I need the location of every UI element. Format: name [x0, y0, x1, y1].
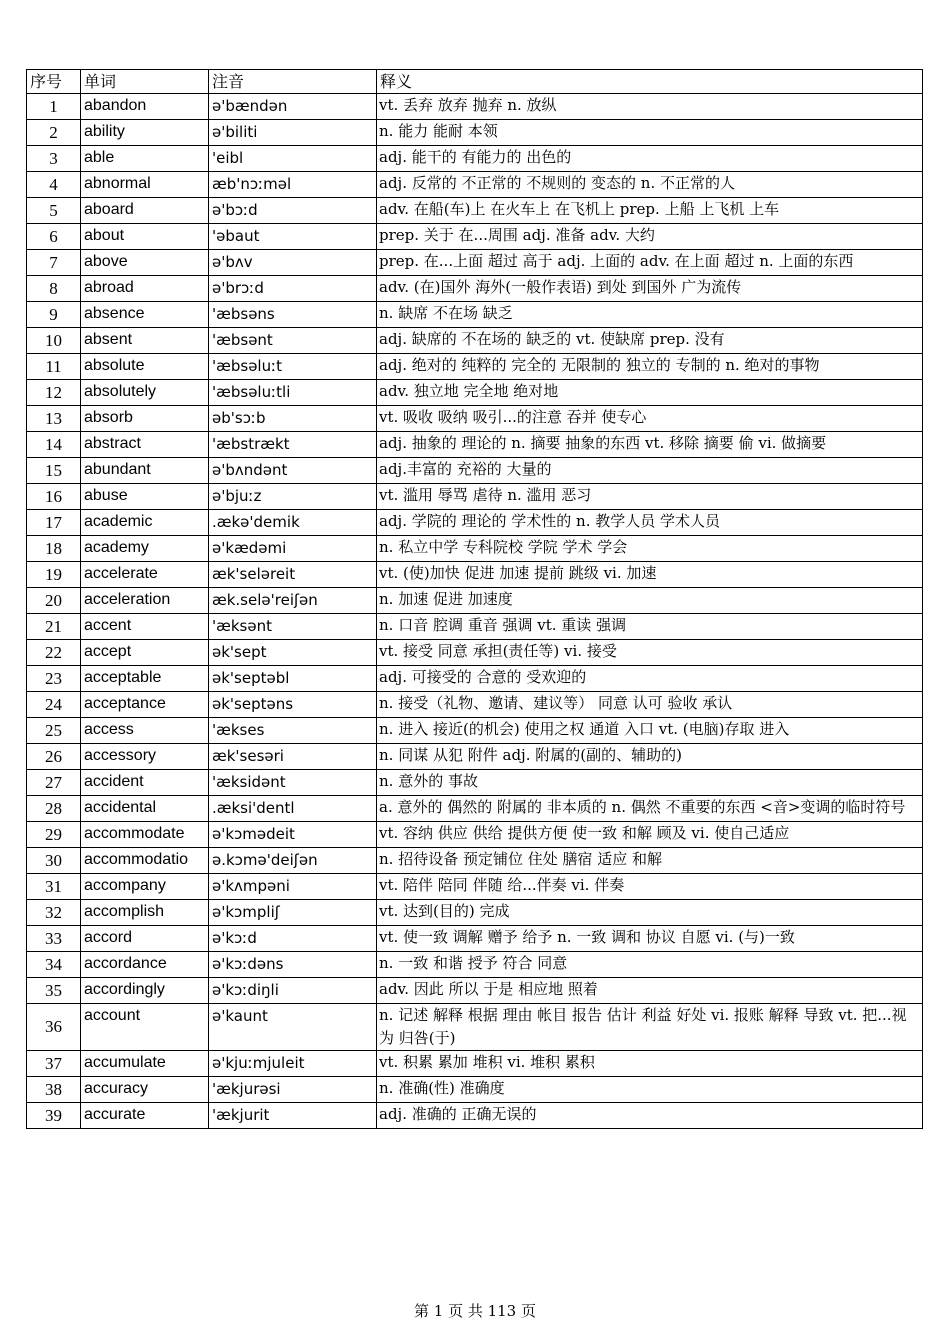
definition-text: adj. 能干的 有能力的 出色的	[379, 148, 572, 166]
row-number: 16	[27, 484, 81, 510]
row-number: 6	[27, 224, 81, 250]
definition-text: prep. 在...上面 超过 高于 adj. 上面的 adv. 在上面 超过 n. 上面的东西	[379, 252, 854, 270]
row-definition	[377, 458, 923, 484]
row-phonetic: ə'brɔːd	[209, 276, 377, 302]
row-word: accidental	[81, 796, 209, 822]
row-phonetic: ə'kaunt	[209, 1004, 377, 1051]
row-phonetic: ə'bjuːz	[209, 484, 377, 510]
definition-text: adj. 反常的 不正常的 不规则的 变态的 n. 不正常的人	[379, 174, 736, 192]
row-definition	[377, 250, 923, 276]
header-phonetic: 注音	[209, 70, 377, 94]
row-number: 7	[27, 250, 81, 276]
definition-text: adv. 因此 所以 于是 相应地 照着	[379, 980, 598, 998]
row-phonetic: 'eibl	[209, 146, 377, 172]
row-word: academy	[81, 536, 209, 562]
row-phonetic: ə'bʌv	[209, 250, 377, 276]
row-phonetic: 'æbsəns	[209, 302, 377, 328]
row-definition	[377, 1004, 923, 1051]
table-row	[27, 406, 923, 432]
definition-text: vt. 丢弃 放弃 抛弃 n. 放纵	[379, 96, 557, 114]
row-word: acceptable	[81, 666, 209, 692]
table-row	[27, 796, 923, 822]
row-word: abuse	[81, 484, 209, 510]
definition-text: vt. 接受 同意 承担(责任等) vi. 接受	[379, 642, 617, 660]
row-word: academic	[81, 510, 209, 536]
table-row	[27, 1077, 923, 1103]
row-definition	[377, 172, 923, 198]
row-word: accompany	[81, 874, 209, 900]
row-phonetic: ək'sept	[209, 640, 377, 666]
row-definition	[377, 926, 923, 952]
row-word: accessory	[81, 744, 209, 770]
row-word: absent	[81, 328, 209, 354]
row-number: 25	[27, 718, 81, 744]
row-word: accordingly	[81, 978, 209, 1004]
table-row	[27, 172, 923, 198]
table-row	[27, 926, 923, 952]
row-number: 31	[27, 874, 81, 900]
definition-text: n. 缺席 不在场 缺乏	[379, 304, 513, 322]
row-number: 30	[27, 848, 81, 874]
table-row	[27, 354, 923, 380]
row-number: 5	[27, 198, 81, 224]
definition-text: n. 加速 促进 加速度	[379, 590, 513, 608]
row-phonetic: 'æbsənt	[209, 328, 377, 354]
row-number: 20	[27, 588, 81, 614]
row-phonetic: ə'kædəmi	[209, 536, 377, 562]
row-definition	[377, 302, 923, 328]
table-row	[27, 822, 923, 848]
table-row	[27, 484, 923, 510]
row-definition	[377, 354, 923, 380]
table-row	[27, 302, 923, 328]
row-phonetic: ə'kjuːmjuleit	[209, 1051, 377, 1077]
row-number: 36	[27, 1004, 81, 1051]
definition-text: adj. 可接受的 合意的 受欢迎的	[379, 668, 587, 686]
definition-text: vt. 陪伴 陪同 伴随 给...伴奏 vi. 伴奏	[379, 876, 625, 894]
definition-text: adv. 在船(车)上 在火车上 在飞机上 prep. 上船 上飞机 上车	[379, 200, 780, 218]
table-row	[27, 1103, 923, 1129]
definition-text: adv. 独立地 完全地 绝对地	[379, 382, 559, 400]
definition-text: vt. (使)加快 促进 加速 提前 跳级 vi. 加速	[379, 564, 657, 582]
row-number: 17	[27, 510, 81, 536]
row-definition	[377, 224, 923, 250]
definition-text: a. 意外的 偶然的 附属的 非本质的 n. 偶然 不重要的东西 <音>变调的临时符号	[379, 798, 906, 816]
table-row	[27, 328, 923, 354]
row-word: acceptance	[81, 692, 209, 718]
row-number: 3	[27, 146, 81, 172]
definition-text: adj.丰富的 充裕的 大量的	[379, 460, 552, 478]
row-phonetic: 'ækses	[209, 718, 377, 744]
table-row	[27, 120, 923, 146]
row-number: 13	[27, 406, 81, 432]
row-definition	[377, 510, 923, 536]
row-definition	[377, 94, 923, 120]
row-number: 18	[27, 536, 81, 562]
row-word: above	[81, 250, 209, 276]
row-definition	[377, 900, 923, 926]
row-phonetic: ə'kɔːd	[209, 926, 377, 952]
definition-text: vt. 滥用 辱骂 虐待 n. 滥用 恶习	[379, 486, 592, 504]
row-definition	[377, 770, 923, 796]
row-definition	[377, 640, 923, 666]
definition-text: n. 招待设备 预定铺位 住处 膳宿 适应 和解	[379, 850, 663, 868]
row-definition	[377, 588, 923, 614]
row-word: accelerate	[81, 562, 209, 588]
row-definition	[377, 380, 923, 406]
table-row	[27, 900, 923, 926]
row-number: 32	[27, 900, 81, 926]
row-definition	[377, 198, 923, 224]
row-number: 2	[27, 120, 81, 146]
row-number: 12	[27, 380, 81, 406]
row-phonetic: .ækə'demik	[209, 510, 377, 536]
definition-text: n. 私立中学 专科院校 学院 学术 学会	[379, 538, 628, 556]
table-body	[27, 94, 923, 1129]
definition-text: vt. 吸收 吸纳 吸引...的注意 吞并 使专心	[379, 408, 647, 426]
row-phonetic: .æksi'dentl	[209, 796, 377, 822]
page-footer: 第 1 页 共 113 页	[413, 1302, 536, 1320]
row-definition	[377, 328, 923, 354]
definition-text: adj. 缺席的 不在场的 缺乏的 vt. 使缺席 prep. 没有	[379, 330, 725, 348]
row-number: 33	[27, 926, 81, 952]
row-word: abroad	[81, 276, 209, 302]
definition-text: n. 接受（礼物、邀请、建议等） 同意 认可 验收 承认	[379, 694, 733, 712]
row-definition	[377, 1103, 923, 1129]
row-word: able	[81, 146, 209, 172]
table-row	[27, 1051, 923, 1077]
vocabulary-table	[26, 69, 923, 1129]
table-row	[27, 770, 923, 796]
definition-text: n. 同谋 从犯 附件 adj. 附属的(副的、辅助的)	[379, 746, 682, 764]
row-word: account	[81, 1004, 209, 1051]
table-row	[27, 692, 923, 718]
table-row	[27, 614, 923, 640]
definition-text: vt. 使一致 调解 赠予 给予 n. 一致 调和 协议 自愿 vi. (与)一致	[379, 928, 795, 946]
row-definition	[377, 1051, 923, 1077]
header-row	[27, 70, 923, 94]
row-word: absolutely	[81, 380, 209, 406]
definition-text: n. 意外的 事故	[379, 772, 478, 790]
row-definition	[377, 744, 923, 770]
row-definition	[377, 484, 923, 510]
row-word: accordance	[81, 952, 209, 978]
table-row	[27, 224, 923, 250]
row-number: 4	[27, 172, 81, 198]
row-phonetic: ə'bʌndənt	[209, 458, 377, 484]
header-word: 单词	[81, 70, 209, 94]
table-row	[27, 666, 923, 692]
definition-text: n. 一致 和谐 授予 符合 同意	[379, 954, 568, 972]
table-row	[27, 744, 923, 770]
definition-text: vt. 达到(目的) 完成	[379, 902, 510, 920]
row-phonetic: ək'septəbl	[209, 666, 377, 692]
row-phonetic: 'æbsəluːtli	[209, 380, 377, 406]
row-phonetic: ək'septəns	[209, 692, 377, 718]
row-word: accuracy	[81, 1077, 209, 1103]
row-phonetic: ə'biliti	[209, 120, 377, 146]
row-definition	[377, 614, 923, 640]
table-row	[27, 718, 923, 744]
table-row	[27, 536, 923, 562]
table-header	[27, 70, 923, 94]
row-word: accept	[81, 640, 209, 666]
row-definition	[377, 536, 923, 562]
row-number: 38	[27, 1077, 81, 1103]
vocabulary-sheet	[26, 69, 922, 1129]
row-phonetic: 'æksidənt	[209, 770, 377, 796]
row-word: accent	[81, 614, 209, 640]
row-number: 22	[27, 640, 81, 666]
table-row	[27, 250, 923, 276]
row-number: 28	[27, 796, 81, 822]
row-number: 14	[27, 432, 81, 458]
table-row	[27, 146, 923, 172]
header-definition: 释义	[377, 70, 923, 94]
row-phonetic: ə'bɔːd	[209, 198, 377, 224]
table-row	[27, 874, 923, 900]
row-number: 23	[27, 666, 81, 692]
row-phonetic: 'ækjurəsi	[209, 1077, 377, 1103]
row-phonetic: 'ækjurit	[209, 1103, 377, 1129]
row-phonetic: 'æksənt	[209, 614, 377, 640]
definition-text: adj. 学院的 理论的 学术性的 n. 教学人员 学术人员	[379, 512, 721, 530]
row-phonetic: ə'kɔmədeit	[209, 822, 377, 848]
row-word: absence	[81, 302, 209, 328]
table-row	[27, 510, 923, 536]
row-number: 21	[27, 614, 81, 640]
row-phonetic: ə'kɔmpliʃ	[209, 900, 377, 926]
row-number: 35	[27, 978, 81, 1004]
row-definition	[377, 796, 923, 822]
table-row	[27, 952, 923, 978]
row-word: abandon	[81, 94, 209, 120]
row-phonetic: æk.selə'reiʃən	[209, 588, 377, 614]
row-phonetic: 'əbaut	[209, 224, 377, 250]
table-row	[27, 458, 923, 484]
row-definition	[377, 120, 923, 146]
row-phonetic: ə'kʌmpəni	[209, 874, 377, 900]
row-definition	[377, 406, 923, 432]
row-phonetic: ə'kɔːdiŋli	[209, 978, 377, 1004]
row-definition	[377, 1077, 923, 1103]
row-number: 11	[27, 354, 81, 380]
row-word: absorb	[81, 406, 209, 432]
row-phonetic: 'æbsəluːt	[209, 354, 377, 380]
row-number: 26	[27, 744, 81, 770]
definition-text: n. 能力 能耐 本领	[379, 122, 498, 140]
row-definition	[377, 666, 923, 692]
row-word: accommodatio	[81, 848, 209, 874]
row-word: abundant	[81, 458, 209, 484]
row-definition	[377, 276, 923, 302]
row-definition	[377, 692, 923, 718]
row-word: abnormal	[81, 172, 209, 198]
table-row	[27, 380, 923, 406]
definition-text: adv. (在)国外 海外(一般作表语) 到处 到国外 广为流传	[379, 278, 742, 296]
row-word: accord	[81, 926, 209, 952]
table-row	[27, 978, 923, 1004]
row-phonetic: æk'sesəri	[209, 744, 377, 770]
row-word: abstract	[81, 432, 209, 458]
row-phonetic: æb'nɔːməl	[209, 172, 377, 198]
row-number: 27	[27, 770, 81, 796]
row-number: 8	[27, 276, 81, 302]
row-number: 29	[27, 822, 81, 848]
definition-text: vt. 积累 累加 堆积 vi. 堆积 累积	[379, 1053, 595, 1071]
row-number: 39	[27, 1103, 81, 1129]
row-definition	[377, 562, 923, 588]
row-number: 15	[27, 458, 81, 484]
row-definition	[377, 718, 923, 744]
table-row	[27, 562, 923, 588]
definition-text: n. 口音 腔调 重音 强调 vt. 重读 强调	[379, 616, 627, 634]
table-row	[27, 198, 923, 224]
row-word: accurate	[81, 1103, 209, 1129]
definition-text: adj. 绝对的 纯粹的 完全的 无限制的 独立的 专制的 n. 绝对的事物	[379, 356, 820, 374]
table-row	[27, 276, 923, 302]
row-word: accomplish	[81, 900, 209, 926]
row-phonetic: əb'sɔːb	[209, 406, 377, 432]
row-word: accommodate	[81, 822, 209, 848]
row-word: access	[81, 718, 209, 744]
table-row	[27, 848, 923, 874]
row-number: 10	[27, 328, 81, 354]
row-definition	[377, 822, 923, 848]
definition-text: prep. 关于 在...周围 adj. 准备 adv. 大约	[379, 226, 655, 244]
row-word: aboard	[81, 198, 209, 224]
definition-text: n. 进入 接近(的机会) 使用之权 通道 入口 vt. (电脑)存取 进入	[379, 720, 790, 738]
row-word: accident	[81, 770, 209, 796]
row-phonetic: ə.kɔmə'deiʃən	[209, 848, 377, 874]
row-definition	[377, 874, 923, 900]
row-number: 24	[27, 692, 81, 718]
row-number: 19	[27, 562, 81, 588]
row-number: 34	[27, 952, 81, 978]
row-number: 37	[27, 1051, 81, 1077]
row-word: about	[81, 224, 209, 250]
header-number: 序号	[27, 70, 81, 94]
row-definition	[377, 848, 923, 874]
row-phonetic: ə'kɔːdəns	[209, 952, 377, 978]
table-row	[27, 1004, 923, 1051]
definition-text: adj. 准确的 正确无误的	[379, 1105, 537, 1123]
definition-text: vt. 容纳 供应 供给 提供方便 使一致 和解 顾及 vi. 使自己适应	[379, 824, 790, 842]
row-word: ability	[81, 120, 209, 146]
table-row	[27, 94, 923, 120]
row-word: acceleration	[81, 588, 209, 614]
row-definition	[377, 952, 923, 978]
table-row	[27, 588, 923, 614]
row-definition	[377, 146, 923, 172]
row-number: 9	[27, 302, 81, 328]
row-definition	[377, 432, 923, 458]
row-phonetic: 'æbstrækt	[209, 432, 377, 458]
row-definition	[377, 978, 923, 1004]
table-row	[27, 640, 923, 666]
definition-text: adj. 抽象的 理论的 n. 摘要 抽象的东西 vt. 移除 摘要 偷 vi. 做摘要	[379, 434, 827, 452]
definition-text: n. 准确(性) 准确度	[379, 1079, 505, 1097]
row-number: 1	[27, 94, 81, 120]
row-word: absolute	[81, 354, 209, 380]
row-word: accumulate	[81, 1051, 209, 1077]
row-phonetic: æk'seləreit	[209, 562, 377, 588]
definition-text: n. 记述 解释 根据 理由 帐目 报告 估计 利益 好处 vi. 报账 解释 导致 vt. 把...视为 归咎(于)	[379, 1006, 907, 1047]
table-row	[27, 432, 923, 458]
row-phonetic: ə'bændən	[209, 94, 377, 120]
